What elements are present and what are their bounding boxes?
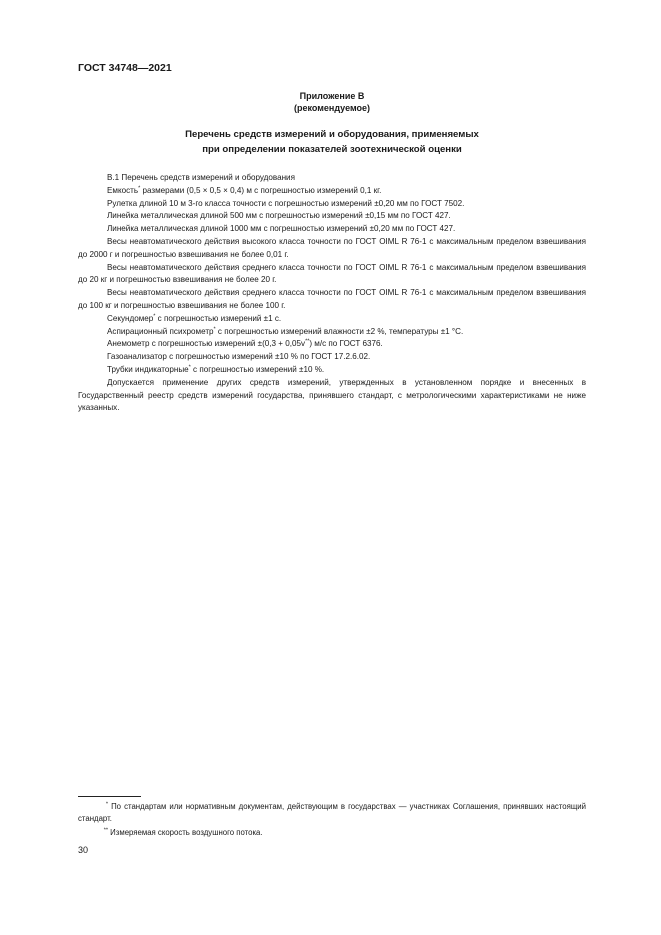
- footnote-text: По стандартам или нормативным документам, действующим в государствах — участниках Соглашения, принявших настоящий стандарт.: [78, 802, 586, 823]
- footnote-ref: *: [153, 313, 156, 320]
- document-body: [78, 172, 586, 415]
- footnote-ref: **: [305, 338, 310, 345]
- paragraph: Линейка металлическая длиной 500 мм с погрешностью измерений ±0,15 мм по ГОСТ 427.: [107, 211, 451, 221]
- appendix-name: Приложение В: [299, 91, 365, 101]
- paragraph: Анемометр с погрешностью измерений ±(0,3 + 0,05v**) м/с по ГОСТ 6376.: [107, 338, 383, 349]
- paragraph: Рулетка длиной 10 м 3-го класса точности с погрешностью измерений ±0,20 мм по ГОСТ 7502.: [107, 198, 465, 208]
- page-number: 30: [78, 845, 89, 855]
- paragraph: Емкость* размерами (0,5 × 0,5 × 0,4) м с погрешностью измерений 0,1 кг.: [107, 185, 382, 195]
- title-line-1: Перечень средств измерений и оборудования, применяемых: [185, 129, 479, 140]
- section-heading: В.1 Перечень средств измерений и оборудования: [107, 173, 295, 182]
- appendix-status: (рекомендуемое): [294, 103, 370, 113]
- footnote-separator: [78, 796, 141, 797]
- footnote-mark: *: [105, 801, 108, 808]
- footnote-ref: *: [188, 364, 191, 371]
- paragraph: Трубки индикаторные* с погрешностью измерений ±10 %.: [107, 364, 325, 374]
- paragraph: Весы неавтоматического действия высокого класса точности по ГОСТ OIML R 76-1 с максимальным пределом взвешивания до 2000 г и погрешностью взвешивания не более 0,01 г.: [78, 236, 586, 259]
- paragraph: Секундомер* с погрешностью измерений ±1 с.: [107, 313, 282, 323]
- paragraph: Весы неавтоматического действия среднего класса точности по ГОСТ OIML R 76-1 с максимальным пределом взвешивания до 100 кг и погрешностью взвешивания не более 100 г.: [78, 288, 586, 310]
- paragraph: Допускается применение других средств измерений, утвержденных в установленном порядке и внесенных в Государственный реестр средств измерений государства, принявшего стандарт, с метрологическими характеристиками не ниже указанных.: [78, 377, 586, 413]
- title-line-2: при определении показателей зоотехнической оценки: [202, 144, 462, 155]
- footnote-2: [78, 827, 586, 839]
- footnote-ref: *: [213, 326, 216, 333]
- appendix-title: [78, 127, 586, 157]
- footnote-1: [78, 801, 586, 825]
- paragraph: Аспирационный психрометр* с погрешностью измерений влажности ±2 %, температуры ±1 °С.: [107, 326, 464, 336]
- footnote-ref: *: [138, 185, 141, 192]
- paragraph: Весы неавтоматического действия среднего класса точности по ГОСТ OIML R 76-1 с максимальным пределом взвешивания до 20 кг и погрешностью взвешивания не более 20 г.: [78, 262, 586, 285]
- document-code: ГОСТ 34748—2021: [78, 62, 172, 74]
- footnote-mark: **: [103, 827, 108, 834]
- footnote-text: Измеряемая скорость воздушного потока.: [108, 828, 263, 837]
- paragraph: Линейка металлическая длиной 1000 мм с погрешностью измерений ±0,20 мм по ГОСТ 427.: [107, 224, 456, 234]
- paragraph: Газоанализатор с погрешностью измерений ±10 % по ГОСТ 17.2.6.02.: [107, 352, 371, 362]
